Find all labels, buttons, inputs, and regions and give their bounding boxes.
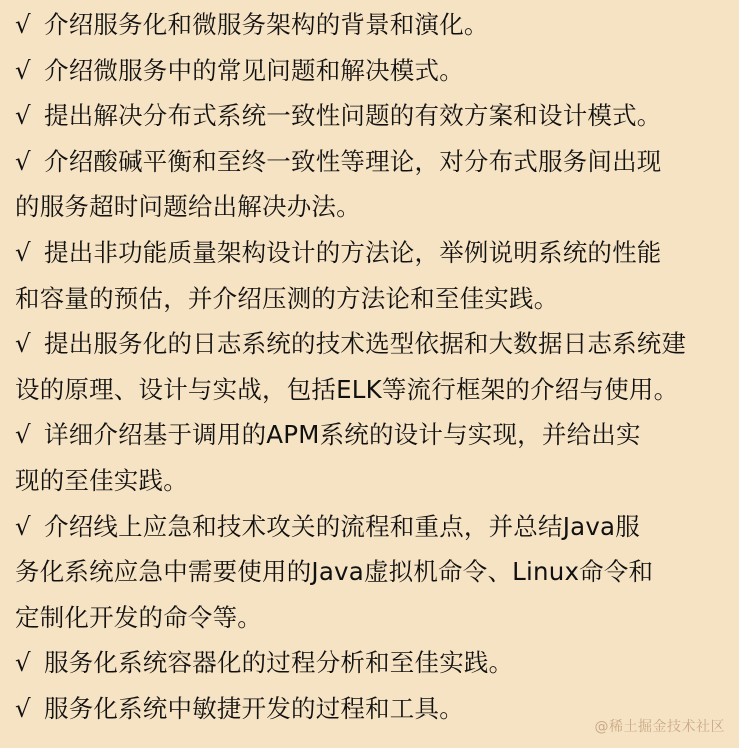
- checkmark-icon: √: [15, 693, 31, 723]
- list-item-text: 务化系统应急中需要使用的Java虚拟机命令、Linux命令和: [15, 557, 654, 587]
- checkmark-icon: √: [15, 10, 31, 39]
- list-item-text: 介绍微服务中的常见问题和解决模式。: [44, 55, 464, 85]
- list-item-line: [15, 93, 730, 139]
- list-item-continuation: [15, 549, 730, 595]
- list-item-line: [15, 412, 730, 458]
- list-item-text: 提出解决分布式系统一致性问题的有效方案和设计模式。: [44, 101, 662, 131]
- list-item-continuation: [15, 595, 730, 641]
- list-item-text: 介绍线上应急和技术攻关的流程和重点，并总结Java服: [44, 511, 640, 541]
- list-item-text: 介绍酸碱平衡和至终一致性等理论，对分布式服务间出现: [44, 146, 662, 176]
- checkmark-icon: √: [15, 329, 31, 359]
- checkmark-icon: √: [15, 511, 31, 541]
- list-item-text: 定制化开发的命令等。: [15, 602, 262, 632]
- list-item-line: [15, 2, 730, 48]
- list-item-continuation: [15, 184, 730, 230]
- list-item-text: 提出非功能质量架构设计的方法论，举例说明系统的性能: [44, 237, 662, 267]
- list-item-line: [15, 504, 730, 550]
- list-item-line: [15, 48, 730, 94]
- watermark: @稀土掘金技术社区: [594, 719, 725, 735]
- checkmark-icon: √: [15, 420, 31, 450]
- list-item-line: [15, 321, 730, 367]
- list-item-text: 和容量的预估，并介绍压测的方法论和至佳实践。: [15, 283, 559, 313]
- checkmark-icon: √: [15, 146, 31, 176]
- list-item-text: 提出服务化的日志系统的技术选型依据和大数据日志系统建: [44, 329, 687, 359]
- feature-list: [15, 2, 730, 732]
- list-item-continuation: [15, 276, 730, 322]
- list-item-line: [15, 139, 730, 185]
- list-item-text: 服务化系统容器化的过程分析和至佳实践。: [44, 648, 514, 678]
- checkmark-icon: √: [15, 237, 31, 267]
- list-item-continuation: [15, 458, 730, 504]
- list-item-line: [15, 230, 730, 276]
- list-item-text: 服务化系统中敏捷开发的过程和工具。: [44, 693, 464, 723]
- checkmark-icon: √: [15, 648, 31, 678]
- list-item-text: 的服务超时问题给出解决办法。: [15, 192, 361, 222]
- list-item-text: 现的至佳实践。: [15, 465, 188, 495]
- checkmark-icon: √: [15, 55, 31, 85]
- checkmark-icon: √: [15, 101, 31, 131]
- list-item-text: 设的原理、设计与实战，包括ELK等流行框架的介绍与使用。: [15, 374, 679, 404]
- list-item-text: 详细介绍基于调用的APM系统的设计与实现，并给出实: [44, 420, 641, 450]
- list-item-line: [15, 640, 730, 686]
- list-item-text: 介绍服务化和微服务架构的背景和演化。: [44, 10, 489, 39]
- list-item-continuation: [15, 367, 730, 413]
